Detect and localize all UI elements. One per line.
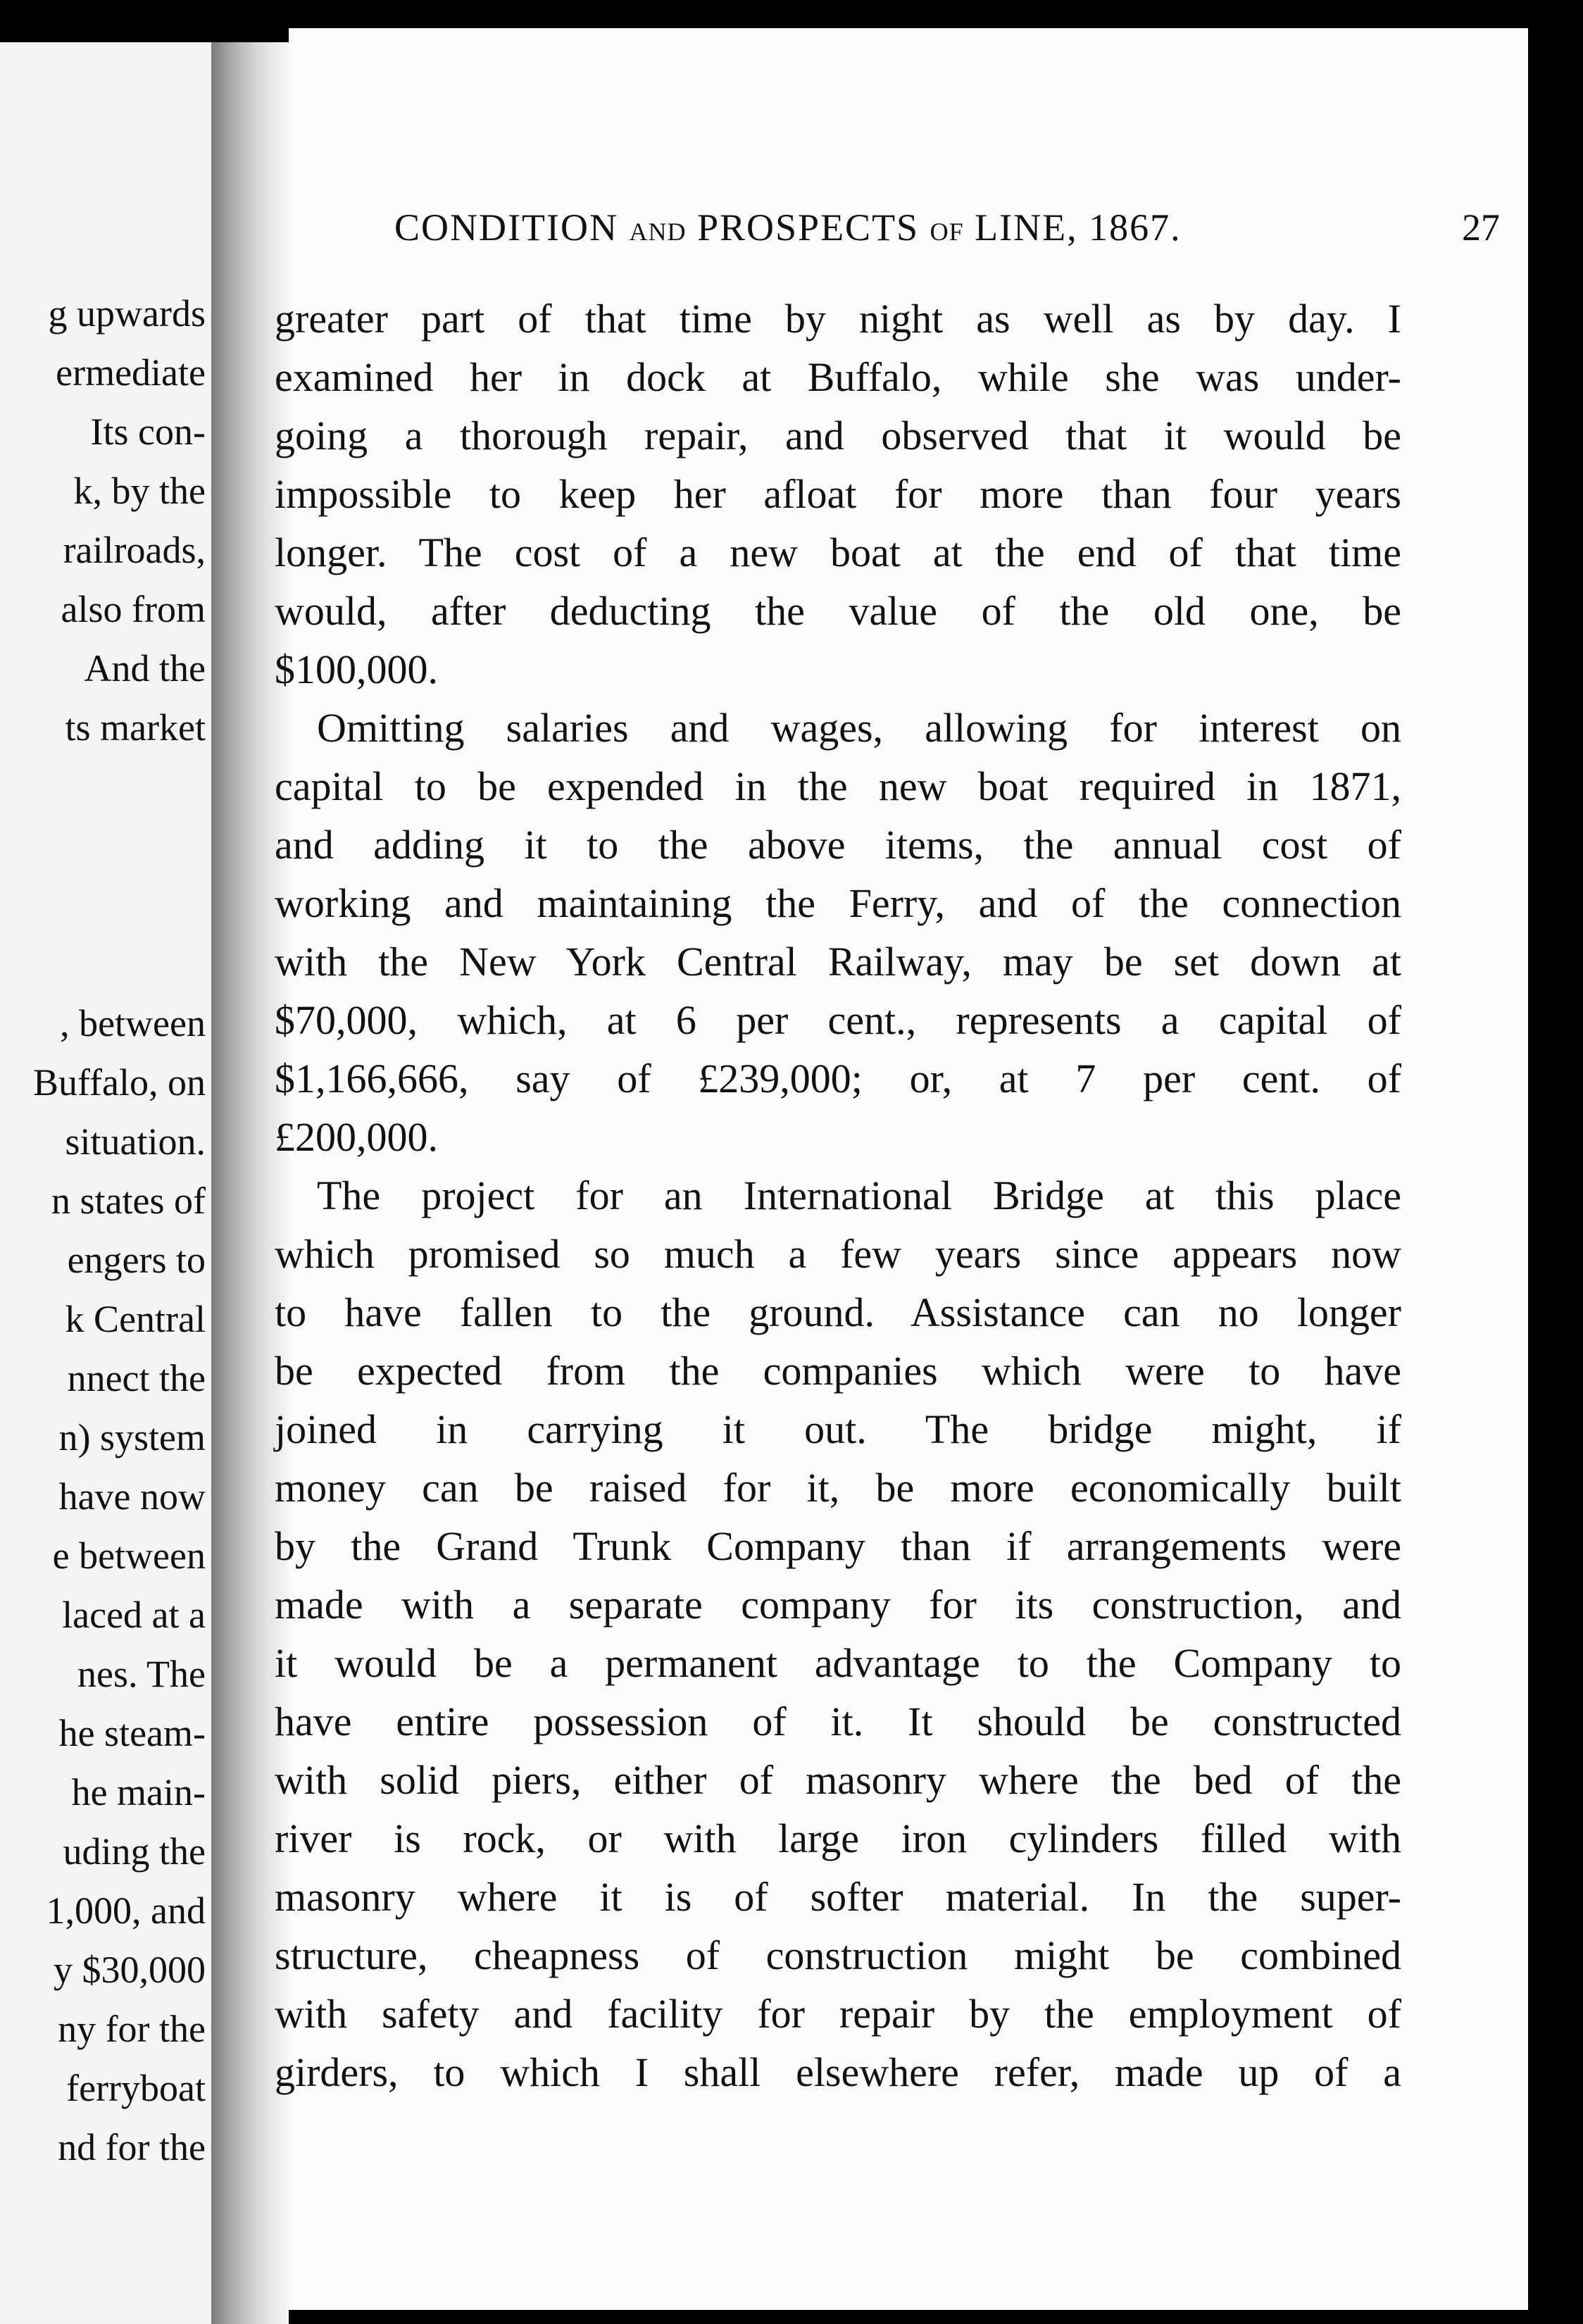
- body-line: working and maintaining the Ferry, and of the connection: [275, 880, 1401, 926]
- running-head-of: OF: [930, 218, 964, 246]
- scan-right-border: [1528, 0, 1583, 2310]
- body-line: The project for an International Bridge at this place: [317, 1173, 1401, 1218]
- body-line: $70,000, which, at 6 per cent., represents a capital of: [275, 997, 1401, 1043]
- body-line: greater part of that time by night as well as by day. I: [275, 296, 1401, 342]
- left-page-line: uding the: [63, 1830, 206, 1873]
- running-head-part: LINE, 1867.: [975, 206, 1182, 249]
- running-head: [394, 206, 1500, 249]
- body-line: would, after deducting the value of the old one, be: [275, 588, 1401, 634]
- left-page-line: situation.: [65, 1120, 206, 1163]
- body-line: $1,166,666, say of £239,000; or, at 7 per cent. of: [275, 1056, 1401, 1101]
- left-page-line: y $30,000: [54, 1949, 206, 1991]
- left-page-line: k Central: [65, 1298, 206, 1340]
- book-page: [275, 28, 1528, 2310]
- left-page-line: nd for the: [58, 2126, 206, 2168]
- body-line: be expected from the companies which were to have: [275, 1348, 1401, 1394]
- body-line: capital to be expended in the new boat required in 1871,: [275, 763, 1401, 809]
- left-page-line: he steam-: [58, 1712, 206, 1754]
- body-line: joined in carrying it out. The bridge might, if: [275, 1406, 1401, 1452]
- left-page-line: And the: [84, 647, 206, 689]
- body-line: examined her in dock at Buffalo, while she was under-: [275, 354, 1401, 400]
- body-line: $100,000.: [275, 646, 438, 692]
- running-head-part: CONDITION: [394, 206, 618, 249]
- left-page-line: he main-: [71, 1771, 206, 1813]
- left-page-line: n) system: [58, 1416, 206, 1458]
- body-line: money can be raised for it, be more economically built: [275, 1465, 1401, 1511]
- left-page-line: n states of: [51, 1180, 206, 1222]
- left-page-line: e between: [52, 1535, 206, 1577]
- left-page-line: g upwards: [48, 292, 206, 335]
- body-line: river is rock, or with large iron cylinders filled with: [275, 1816, 1401, 1861]
- body-line: impossible to keep her afloat for more than four years: [275, 471, 1401, 517]
- body-line: made with a separate company for its construction, and: [275, 1582, 1401, 1628]
- body-line: by the Grand Trunk Company than if arrangements were: [275, 1523, 1401, 1569]
- left-page-line: 1,000, and: [46, 1889, 206, 1932]
- left-page-line: ferryboat: [66, 2067, 206, 2109]
- body-line: with safety and facility for repair by the employment of: [275, 1991, 1401, 2037]
- left-page-line: ny for the: [58, 2008, 206, 2050]
- left-page-line: nnect the: [67, 1357, 206, 1399]
- page-number: 27: [1462, 206, 1500, 249]
- body-line: with solid piers, either of masonry where the bed of the: [275, 1757, 1401, 1803]
- left-page-line: nes. The: [77, 1653, 206, 1695]
- previous-page-edge: [0, 42, 214, 2324]
- left-page-line: k, by the: [73, 470, 206, 512]
- running-head-part: PROSPECTS: [696, 206, 920, 249]
- left-page-line: railroads,: [63, 529, 206, 571]
- left-page-line: ts market: [65, 706, 206, 749]
- left-page-line: have now: [58, 1475, 206, 1518]
- left-page-line: also from: [61, 588, 206, 630]
- left-page-line: Its con-: [90, 411, 206, 453]
- body-line: with the New York Central Railway, may be set down at: [275, 939, 1401, 985]
- body-line: £200,000.: [275, 1114, 438, 1160]
- body-line: to have fallen to the ground. Assistance can no longer: [275, 1289, 1401, 1335]
- body-line: have entire possession of it. It should be constructed: [275, 1699, 1401, 1744]
- running-head-and: AND: [629, 218, 687, 246]
- body-line: structure, cheapness of construction might be combined: [275, 1932, 1401, 1978]
- body-line: it would be a permanent advantage to the Company to: [275, 1640, 1401, 1686]
- body-line: which promised so much a few years since appears now: [275, 1231, 1401, 1277]
- body-line: longer. The cost of a new boat at the end of that time: [275, 530, 1401, 575]
- body-line: Omitting salaries and wages, allowing for interest on: [317, 705, 1401, 751]
- left-page-line: engers to: [67, 1239, 206, 1281]
- left-page-line: laced at a: [62, 1594, 206, 1636]
- body-line: going a thorough repair, and observed that it would be: [275, 413, 1401, 458]
- left-page-line: ermediate: [56, 351, 206, 394]
- body-line: and adding it to the above items, the annual cost of: [275, 822, 1401, 868]
- left-page-line: Buffalo, on: [33, 1061, 206, 1104]
- body-line: masonry where it is of softer material. In the super-: [275, 1874, 1401, 1920]
- body-line: girders, to which I shall elsewhere refer, made up of a: [275, 2049, 1401, 2095]
- left-page-line: , between: [60, 1002, 206, 1044]
